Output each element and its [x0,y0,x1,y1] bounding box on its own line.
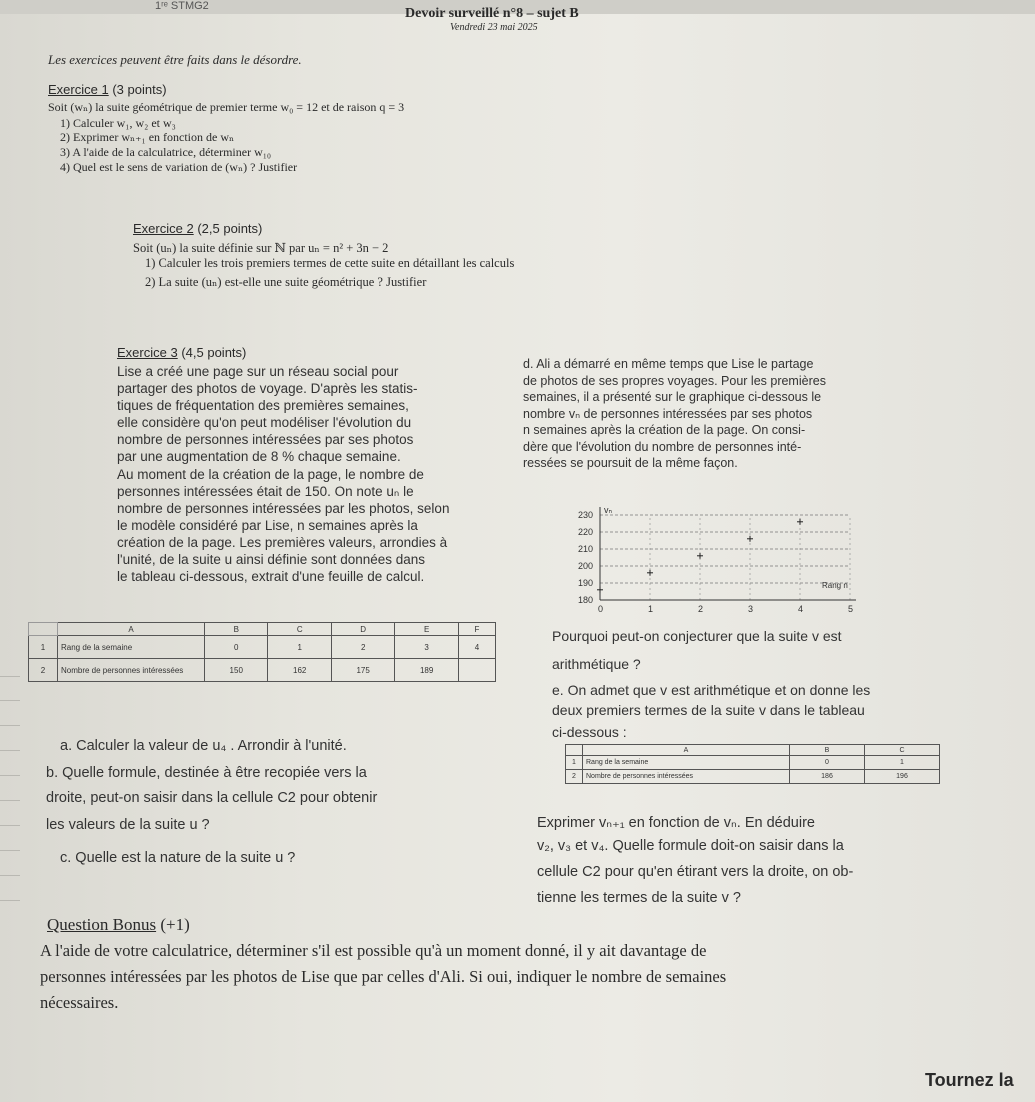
question-e-line1: e. On admet que v est arithmétique et on donne les [552,682,871,698]
intro-line: personnes intéressées était de 150. On note uₙ le [117,483,414,499]
ali-line: n semaines après la création de la page. On consi- [523,423,806,437]
ali-line: ressées se poursuit de la même façon. [523,456,738,470]
exercise-3-intro [117,363,502,585]
exercise-1-q2: 2) Exprimer wₙ₊₁ en fonction de wₙ [60,130,235,144]
row-number: 1 [566,756,583,770]
row-label: Nombre de personnes intéressées [58,659,205,682]
col-header: A [58,623,205,636]
intro-line: nombre de personnes intéressées par les photos, selon [117,500,450,516]
row-number: 2 [29,659,58,682]
ali-line: semaines, il a présenté sur le graphique ci-dessous le [523,390,822,404]
x-tick-label: 5 [848,604,854,614]
instructions-note: Les exercices peuvent être faits dans le désordre. [48,52,302,67]
y-tick-label: 200 [578,561,594,571]
class-label: 1ʳᵉ STMG2 [155,0,209,12]
col-header: D [331,623,394,636]
ali-line: d. Ali a démarré en même temps que Lise le partage [523,357,814,371]
exercise-1-heading: Exercice 1 (3 points) [48,82,167,97]
y-tick-label: 220 [578,527,594,537]
cell: 189 [395,659,458,682]
y-tick-label: 230 [578,510,594,520]
exercise-2-q2: 2) La suite (uₙ) est-elle une suite géométrique ? Justifier [145,275,427,289]
exercise-2-q1: 1) Calculer les trois premiers termes de cette suite en détaillant les calculs [145,256,515,270]
x-axis-label: Rang n [822,581,848,590]
cell: 175 [331,659,394,682]
cell: 162 [268,659,331,682]
intro-line: création de la page. Les premières valeurs, arrondies à [117,534,448,550]
page-title: Devoir surveillé n°8 – sujet B [405,6,579,21]
exercise-1-q1: 1) Calculer w₁, w₂ et w₃ [60,116,176,130]
question-b-line1: b. Quelle formule, destinée à être recopiée vers la [46,765,367,781]
x-tick-label: 2 [698,604,704,614]
row-label: Rang de la semaine [583,756,790,770]
intro-line: nombre de personnes intéressées par ses photos [117,432,414,448]
question-f-line4: tienne les termes de la suite v ? [537,890,741,906]
intro-line: elle considère qu'on peut modéliser l'évolution du [117,415,412,431]
intro-line: Lise a créé une page sur un réseau social pour [117,364,399,379]
cell: 150 [205,659,268,682]
x-tick-label: 3 [748,604,754,614]
ali-line: dère que l'évolution du nombre de personnes inté- [523,439,802,454]
question-f-line1: Exprimer vₙ₊₁ en fonction de vₙ. En déduire [537,815,815,831]
x-tick-label: 4 [798,604,804,614]
turn-page-note: Tournez la [925,1070,1014,1090]
row-number: 2 [566,770,583,784]
question-f-line3: cellule C2 pour qu'en étirant vers la droite, on ob- [537,864,854,880]
y-axis-label: vₙ [604,505,613,515]
spreadsheet-u [28,622,496,682]
cell: 1 [865,756,940,770]
cell: 196 [865,770,940,784]
bonus-line1: A l'aide de votre calculatrice, déterminer s'il est possible qu'à un moment donné, il y ait davantage de [40,941,707,960]
intro-line: le tableau ci-dessous, extrait d'une feuille de calcul. [117,569,425,585]
col-header: C [865,745,940,756]
exercise-3-heading: Exercice 3 (4,5 points) [117,345,247,360]
question-c: c. Quelle est la nature de la suite u ? [60,850,296,866]
intro-line: partager des photos de voyage. D'après les statis- [117,381,418,397]
bonus-line2: personnes intéressées par les photos de Lise que par celles d'Ali. Si oui, indiquer le nombre de semaines [40,967,727,986]
exercise-1-q4: 4) Quel est le sens de variation de (wₙ) ? Justifier [60,160,298,174]
question-f-line2: v₂, v₃ et v₄. Quelle formule doit-on saisir dans la [537,838,844,854]
intro-line: par une augmentation de 8 % chaque semaine. [117,449,401,465]
y-tick-label: 180 [578,595,594,605]
col-header: F [458,623,495,636]
corner-cell [566,745,583,756]
row-number: 1 [29,636,58,659]
exercise-2-heading: Exercice 2 (2,5 points) [133,221,263,236]
y-tick-label: 210 [578,544,594,554]
cell: 1 [268,636,331,659]
cell: 0 [205,636,268,659]
cell: 0 [790,756,865,770]
question-a: a. Calculer la valeur de u₄ . Arrondir à l'unité. [60,738,347,754]
x-tick-label: 1 [648,604,654,614]
row-label: Rang de la semaine [58,636,205,659]
question-d-line1: Pourquoi peut-on conjecturer que la suite v est [552,628,842,644]
x-tick-label: 0 [598,604,604,614]
question-b-line3: les valeurs de la suite u ? [46,817,210,833]
intro-line: tiques de fréquentation des premières semaines, [117,398,409,414]
question-d-line2: arithmétique ? [552,656,641,672]
question-b-line2: droite, peut-on saisir dans la cellule C2 pour obtenir [46,790,378,806]
col-header: B [790,745,865,756]
bonus-line3: nécessaires. [40,993,119,1012]
row-label: Nombre de personnes intéressées [583,770,790,784]
intro-line: Au moment de la création de la page, le nombre de [117,466,424,482]
cell: 2 [331,636,394,659]
date: Vendredi 23 mai 2025 [450,22,538,33]
bonus-heading: Question Bonus (+1) [47,915,190,934]
col-header: A [583,745,790,756]
col-header: C [268,623,331,636]
exercise-3-ali-intro [523,356,943,472]
question-e-line3: ci-dessous : [552,724,627,740]
cell: 3 [395,636,458,659]
spreadsheet-v [565,744,940,784]
col-header: E [395,623,458,636]
exercise-1-statement: Soit (wₙ) la suite géométrique de premier terme w₀ = 12 et de raison q = 3 [48,100,405,114]
intro-line: l'unité, de la suite u ainsi définie sont données dans [117,552,426,568]
ali-line: nombre vₙ de personnes intéressées par ses photos [523,406,813,421]
exercise-1-q3: 3) A l'aide de la calculatrice, déterminer w₁₀ [60,145,272,159]
intro-line: le modèle considéré par Lise, n semaines après la [117,517,418,533]
ali-line: de photos de ses propres voyages. Pour les premières [523,373,826,388]
col-header: B [205,623,268,636]
y-tick-label: 190 [578,578,594,588]
ali-chart [560,505,880,615]
cell: 186 [790,770,865,784]
corner-cell [29,623,58,636]
question-e-line2: deux premiers termes de la suite v dans le tableau [552,702,865,718]
exercise-2-statement: Soit (uₙ) la suite définie sur ℕ par uₙ = n² + 3n − 2 [133,241,389,255]
cell: 4 [458,636,495,659]
cell [458,659,495,682]
